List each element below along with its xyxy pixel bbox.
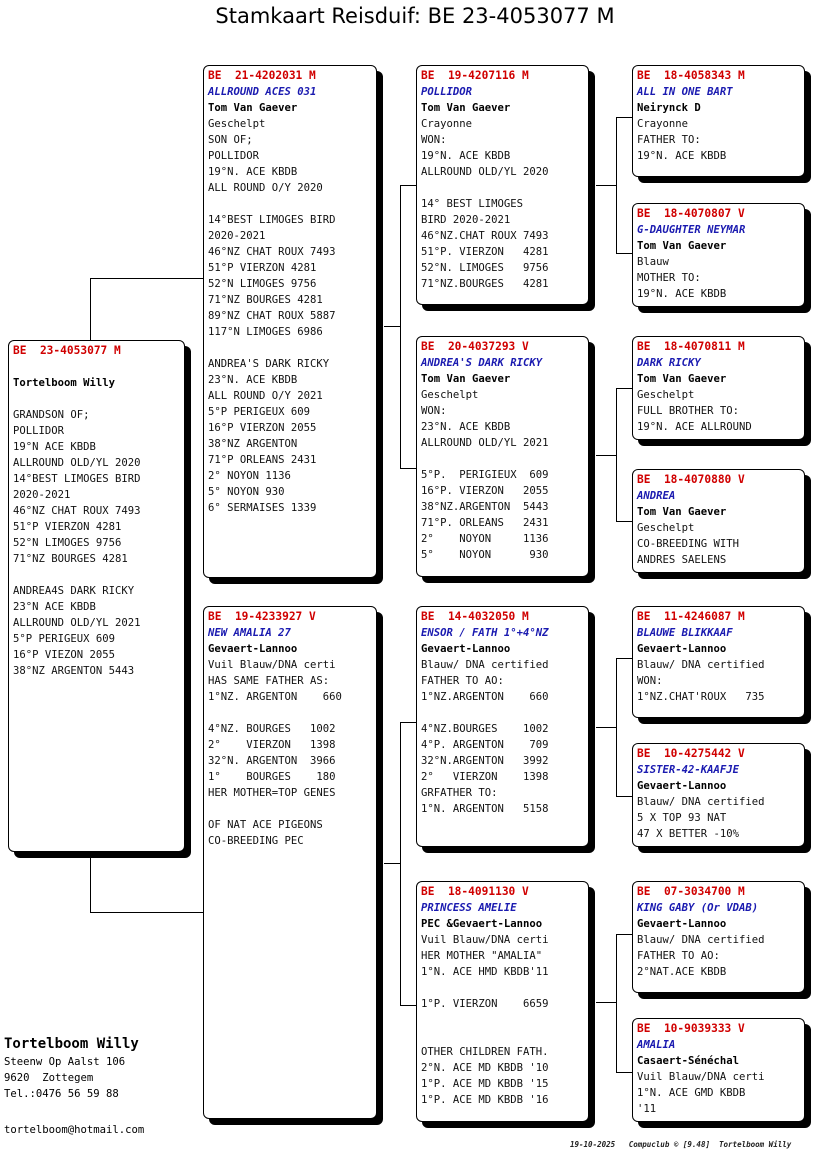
pedigree-line: Blauw/ DNA certified	[421, 659, 549, 671]
pedigree-line: POLLIDOR	[13, 425, 65, 437]
ring-number: BE 21-4202031 M	[208, 69, 316, 82]
ring-number: BE 07-3034700 M	[637, 885, 745, 898]
pedigree-line: HER MOTHER "AMALIA"	[421, 950, 543, 962]
pedigree-line: Vuil Blauw/DNA certi	[421, 934, 549, 946]
pedigree-line: 1°N. ACE HMD KBDB'11	[421, 966, 549, 978]
pedigree-line: 52°N LIMOGES 9756	[13, 537, 122, 549]
owner-street: Steenw Op Aalst 106	[4, 1056, 126, 1068]
pedigree-line: HER MOTHER=TOP GENES	[208, 787, 336, 799]
blank-line	[421, 1028, 584, 1044]
pedigree-line: 23°N. ACE KBDB	[421, 421, 511, 433]
pedigree-line: 71°NZ BOURGES 4281	[13, 553, 128, 565]
pedigree-line: Vuil Blauw/DNA certi	[637, 1071, 765, 1083]
pedigree-line: FATHER TO AO:	[637, 950, 720, 962]
pedigree-line: 38°NZ ARGENTON	[208, 438, 298, 450]
pedigree-line: 16°P VIERZON 2055	[208, 422, 317, 434]
pedigree-line: ALLROUND OLD/YL 2021	[421, 437, 549, 449]
pedigree-line: 2°N. ACE MD KBDB '10	[421, 1062, 549, 1074]
pedigree-line: 19°N. ACE KBDB	[208, 166, 298, 178]
pedigree-line: 89°NZ CHAT ROUX 5887	[208, 310, 336, 322]
pigeon-card-fmm[interactable]	[632, 469, 805, 573]
pedigree-line: 117°N LIMOGES 6986	[208, 326, 323, 338]
pedigree-line: 19°N ACE KBDB	[13, 441, 96, 453]
pedigree-line: CO-BREEDING WITH	[637, 538, 740, 550]
pedigree-line: 38°NZ.ARGENTON 5443	[421, 501, 549, 513]
pedigree-line: Geschelpt	[208, 118, 266, 130]
owner-name: Tortelboom Willy	[4, 1036, 139, 1052]
connector-line	[400, 722, 401, 1005]
pedigree-line: 1°NZ. ARGENTON 660	[208, 691, 342, 703]
ring-number: BE 20-4037293 V	[421, 340, 529, 353]
owner-block	[4, 1034, 139, 1102]
pigeon-name: NEW AMALIA 27	[208, 627, 291, 639]
pigeon-name: PRINCESS AMELIE	[421, 902, 517, 914]
blank-line	[421, 705, 584, 721]
connector-line	[596, 455, 616, 456]
pigeon-card-father-mother[interactable]	[416, 336, 589, 577]
pedigree-line: 32°N. ARGENTON 3966	[208, 755, 336, 767]
owner-phone: Tel.:0476 56 59 88	[4, 1088, 119, 1100]
connector-line	[616, 658, 617, 796]
ring-number: BE 18-4070807 V	[637, 207, 745, 220]
pedigree-line: 46°NZ CHAT ROUX 7493	[208, 246, 336, 258]
pedigree-line: OF NAT ACE PIGEONS	[208, 819, 323, 831]
connector-line	[90, 852, 91, 912]
blank-line	[208, 705, 372, 721]
pigeon-card-father[interactable]	[203, 65, 377, 578]
pigeon-card-mother-mother[interactable]	[416, 881, 589, 1122]
pedigree-line: ALL ROUND O/Y 2021	[208, 390, 323, 402]
connector-line	[596, 1002, 616, 1003]
pedigree-line: ALL ROUND O/Y 2020	[208, 182, 323, 194]
connector-line	[616, 934, 632, 935]
pedigree-line: 1°P. ACE MD KBDB '16	[421, 1094, 549, 1106]
pedigree-line: 19°N. ACE KBDB	[637, 288, 727, 300]
pedigree-line: 14° BEST LIMOGES	[421, 198, 524, 210]
pedigree-line: Tortelboom Willy	[13, 377, 116, 389]
ring-number: BE 18-4058343 M	[637, 69, 745, 82]
pedigree-line: 32°N.ARGENTON 3992	[421, 755, 549, 767]
connector-line	[616, 253, 632, 254]
pedigree-line: 4°NZ. BOURGES 1002	[208, 723, 336, 735]
blank-line	[13, 359, 180, 375]
pedigree-line: 71°NZ BOURGES 4281	[208, 294, 323, 306]
ring-number: BE 19-4207116 M	[421, 69, 529, 82]
pigeon-name: AMALIA	[637, 1039, 676, 1051]
breeder-name: Neirynck D	[637, 102, 701, 114]
pedigree-line: '11	[637, 1103, 657, 1115]
owner-city: 9620 Zottegem	[4, 1072, 94, 1084]
connector-line	[616, 796, 632, 797]
ring-number: BE 19-4233927 V	[208, 610, 316, 623]
ring-number: BE 23-4053077 M	[13, 344, 121, 357]
breeder-name: Tom Van Gaever	[421, 102, 511, 114]
pigeon-name: POLLIDOR	[421, 86, 473, 98]
connector-line	[616, 934, 617, 1072]
blank-line	[421, 180, 584, 196]
pedigree-line: 1°NZ.ARGENTON 660	[421, 691, 549, 703]
breeder-name: Tom Van Gaever	[208, 102, 298, 114]
pedigree-line: 1°P. ACE MD KBDB '15	[421, 1078, 549, 1090]
pedigree-line: Crayonne	[421, 118, 473, 130]
pedigree-line: 2° NOYON 1136	[421, 533, 549, 545]
pigeon-name: ALLROUND ACES 031	[208, 86, 317, 98]
connector-line	[384, 863, 400, 864]
pedigree-line: 1° BOURGES 180	[208, 771, 336, 783]
pedigree-line: GRANDSON OF;	[13, 409, 90, 421]
pedigree-line: 2° VIERZON 1398	[421, 771, 549, 783]
blank-line	[208, 340, 372, 356]
pigeon-name: SISTER-42-KAAFJE	[637, 764, 740, 776]
pedigree-line: 5°P. PERIGIEUX 609	[421, 469, 549, 481]
breeder-name: Gevaert-Lannoo	[421, 643, 511, 655]
pedigree-line: Geschelpt	[637, 522, 695, 534]
breeder-name: Tom Van Gaever	[637, 373, 727, 385]
pedigree-line: FATHER TO:	[637, 134, 701, 146]
pedigree-line: 46°NZ CHAT ROUX 7493	[13, 505, 141, 517]
breeder-name: Casaert-Sénéchal	[637, 1055, 740, 1067]
pigeon-name: ENSOR / FATH 1°+4°NZ	[421, 627, 549, 639]
breeder-name: Tom Van Gaever	[421, 373, 511, 385]
pedigree-line: 16°P. VIERZON 2055	[421, 485, 549, 497]
pedigree-line: 5° NOYON 930	[421, 549, 549, 561]
pigeon-card-mff[interactable]	[632, 606, 805, 718]
pedigree-line: MOTHER TO:	[637, 272, 701, 284]
pedigree-line: 51°P VIERZON 4281	[208, 262, 317, 274]
pedigree-line: 51°P VIERZON 4281	[13, 521, 122, 533]
pigeon-name: ANDREA	[637, 490, 676, 502]
pedigree-line: 5°P PERIGEUX 609	[13, 633, 116, 645]
pedigree-line: 1°NZ.CHAT'ROUX 735	[637, 691, 765, 703]
connector-line	[400, 185, 401, 468]
pedigree-line: 5° NOYON 930	[208, 486, 285, 498]
pedigree-line: BIRD 2020-2021	[421, 214, 511, 226]
blank-line	[421, 451, 584, 467]
pedigree-line: 16°P VIEZON 2055	[13, 649, 116, 661]
pedigree-line: 14°BEST LIMOGES BIRD	[13, 473, 141, 485]
pigeon-card-ffm[interactable]	[632, 203, 805, 307]
ring-number: BE 18-4070811 M	[637, 340, 745, 353]
pedigree-line: Geschelpt	[421, 389, 479, 401]
pedigree-line: 71°P ORLEANS 2431	[208, 454, 317, 466]
pedigree-line: POLLIDOR	[208, 150, 260, 162]
pedigree-line: SON OF;	[208, 134, 253, 146]
connector-line	[400, 722, 416, 723]
pigeon-name: ALL IN ONE BART	[637, 86, 733, 98]
pedigree-line: CO-BREEDING PEC	[208, 835, 304, 847]
footer	[570, 1140, 791, 1149]
owner-email[interactable]: tortelboom@hotmail.com	[4, 1124, 145, 1136]
pedigree-line: Blauw	[637, 256, 669, 268]
pigeon-card-fff[interactable]	[632, 65, 805, 177]
connector-line	[400, 468, 416, 469]
connector-line	[616, 1072, 632, 1073]
pedigree-line: 1°P. VIERZON 6659	[421, 998, 549, 1010]
pedigree-line: FULL BROTHER TO:	[637, 405, 740, 417]
pedigree-line: 71°P. ORLEANS 2431	[421, 517, 549, 529]
connector-line	[616, 658, 632, 659]
pedigree-line: 47 X BETTER -10%	[637, 828, 740, 840]
blank-line	[13, 567, 180, 583]
pedigree-line: 2020-2021	[208, 230, 266, 242]
pedigree-line: ALLROUND OLD/YL 2020	[13, 457, 141, 469]
ring-number: BE 18-4070880 V	[637, 473, 745, 486]
connector-line	[90, 278, 91, 340]
pedigree-line: 2° NOYON 1136	[208, 470, 291, 482]
pigeon-card-fmf[interactable]	[632, 336, 805, 440]
pigeon-name: DARK RICKY	[637, 357, 701, 369]
pedigree-line: 2° VIERZON 1398	[208, 739, 336, 751]
pedigree-line: 71°NZ.BOURGES 4281	[421, 278, 549, 290]
pedigree-line: Vuil Blauw/DNA certi	[208, 659, 336, 671]
ring-number: BE 10-9039333 V	[637, 1022, 745, 1035]
blank-line	[13, 391, 180, 407]
pedigree-line: 38°NZ ARGENTON 5443	[13, 665, 135, 677]
breeder-name: Gevaert-Lannoo	[637, 643, 727, 655]
pedigree-line: WON:	[637, 675, 663, 687]
breeder-name: Tom Van Gaever	[637, 506, 727, 518]
pigeon-card-mmm[interactable]	[632, 1018, 805, 1122]
breeder-name: Gevaert-Lannoo	[208, 643, 298, 655]
pedigree-line: ALLROUND OLD/YL 2020	[421, 166, 549, 178]
pigeon-card-mfm[interactable]	[632, 743, 805, 847]
pedigree-line: 51°P. VIERZON 4281	[421, 246, 549, 258]
ring-number: BE 10-4275442 V	[637, 747, 745, 760]
connector-line	[90, 278, 204, 279]
breeder-name: Gevaert-Lannoo	[637, 918, 727, 930]
pedigree-line: ANDRES SAELENS	[637, 554, 727, 566]
pigeon-name: BLAUWE BLIKKAAF	[637, 627, 733, 639]
footer-software: Compuclub © [9.48] Tortelboom Willy	[628, 1140, 792, 1149]
pedigree-line: 2020-2021	[13, 489, 71, 501]
pedigree-line: 1°N. ACE GMD KBDB	[637, 1087, 746, 1099]
pedigree-line: 6° SERMAISES 1339	[208, 502, 317, 514]
pedigree-line: Blauw/ DNA certified	[637, 796, 765, 808]
pedigree-line: 19°N. ACE ALLROUND	[637, 421, 752, 433]
pedigree-line: Geschelpt	[637, 389, 695, 401]
pigeon-name: KING GABY (Or VDAB)	[637, 902, 759, 914]
breeder-name: Gevaert-Lannoo	[637, 780, 727, 792]
pedigree-line: Blauw/ DNA certified	[637, 659, 765, 671]
blank-line	[208, 801, 372, 817]
connector-line	[90, 912, 204, 913]
footer-date: 19-10-2025	[570, 1140, 616, 1149]
pedigree-line: 1°N. ARGENTON 5158	[421, 803, 549, 815]
pedigree-line: ANDREA4S DARK RICKY	[13, 585, 135, 597]
breeder-name: Tom Van Gaever	[637, 240, 727, 252]
pedigree-line: 46°NZ.CHAT ROUX 7493	[421, 230, 549, 242]
ring-number: BE 11-4246087 M	[637, 610, 745, 623]
connector-line	[400, 1005, 416, 1006]
connector-line	[616, 388, 632, 389]
connector-line	[400, 185, 416, 186]
pigeon-card-subject[interactable]	[8, 340, 185, 852]
pedigree-line: 5 X TOP 93 NAT	[637, 812, 727, 824]
pedigree-line: 2°NAT.ACE KBDB	[637, 966, 727, 978]
pedigree-line: GRFATHER TO:	[421, 787, 498, 799]
pedigree-line: 19°N. ACE KBDB	[637, 150, 727, 162]
pigeon-card-mother-father[interactable]	[416, 606, 589, 847]
pedigree-line: WON:	[421, 134, 447, 146]
pedigree-line: OTHER CHILDREN FATH.	[421, 1046, 549, 1058]
connector-line	[384, 326, 400, 327]
pedigree-line: 4°NZ.BOURGES 1002	[421, 723, 549, 735]
ring-number: BE 14-4032050 M	[421, 610, 529, 623]
pigeon-name: ANDREA'S DARK RICKY	[421, 357, 543, 369]
pedigree-line: Crayonne	[637, 118, 689, 130]
connector-line	[616, 117, 632, 118]
pedigree-line: FATHER TO AO:	[421, 675, 504, 687]
pedigree-line: 4°P. ARGENTON 709	[421, 739, 549, 751]
connector-line	[596, 185, 616, 186]
blank-line	[208, 196, 372, 212]
ring-number: BE 18-4091130 V	[421, 885, 529, 898]
blank-line	[421, 980, 584, 996]
pigeon-card-father-father[interactable]	[416, 65, 589, 305]
pedigree-line: 52°N LIMOGES 9756	[208, 278, 317, 290]
pigeon-name: G-DAUGHTER NEYMAR	[637, 224, 746, 236]
pedigree-line: 5°P PERIGEUX 609	[208, 406, 311, 418]
breeder-name: PEC &Gevaert-Lannoo	[421, 918, 543, 930]
pedigree-line: 19°N. ACE KBDB	[421, 150, 511, 162]
pedigree-line: Blauw/ DNA certified	[637, 934, 765, 946]
connector-line	[616, 521, 632, 522]
pedigree-line: 52°N. LIMOGES 9756	[421, 262, 549, 274]
pedigree-line: 14°BEST LIMOGES BIRD	[208, 214, 336, 226]
pedigree-line: ANDREA'S DARK RICKY	[208, 358, 330, 370]
connector-line	[616, 117, 617, 253]
pedigree-line: 23°N ACE KBDB	[13, 601, 96, 613]
connector-line	[596, 727, 616, 728]
pedigree-line: HAS SAME FATHER AS:	[208, 675, 330, 687]
pedigree-line: 23°N. ACE KBDB	[208, 374, 298, 386]
pigeon-card-mother[interactable]	[203, 606, 377, 1119]
pedigree-line: ALLROUND OLD/YL 2021	[13, 617, 141, 629]
blank-line	[421, 1012, 584, 1028]
pigeon-card-mmf[interactable]	[632, 881, 805, 993]
page-title: Stamkaart Reisduif: BE 23-4053077 M	[215, 4, 615, 28]
pedigree-line: WON:	[421, 405, 447, 417]
connector-line	[616, 388, 617, 521]
